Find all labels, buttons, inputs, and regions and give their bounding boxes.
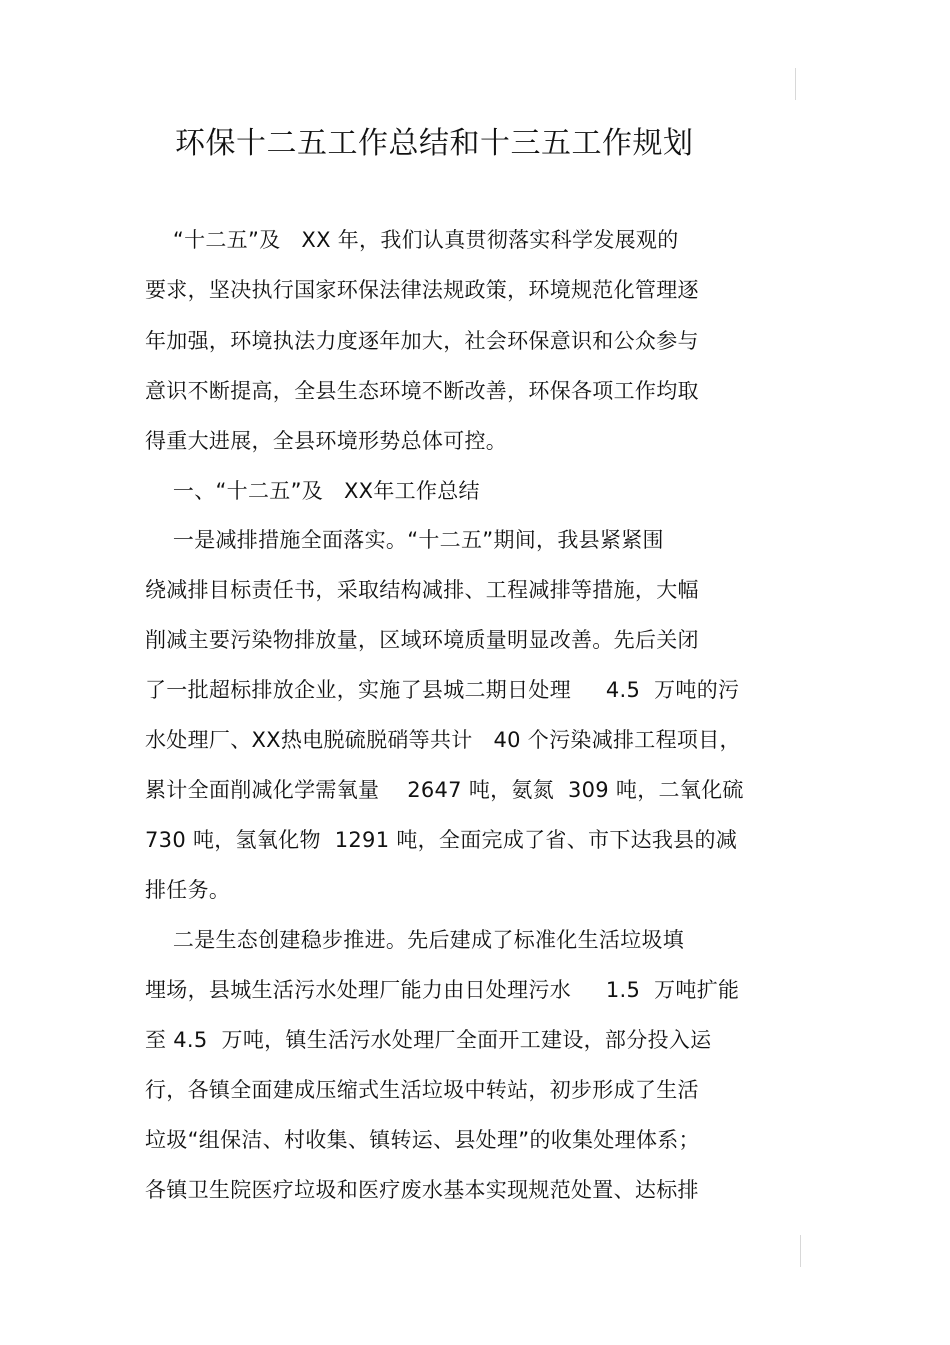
body-line-19: 垃圾“组保洁、村收集、镇转运、县处理”的收集处理体系；: [145, 1128, 700, 1152]
body-line-18: 行，各镇全面建成压缩式生活垃圾中转站，初步形成了生活: [145, 1078, 699, 1102]
body-line-13: 730 吨，氢氧化物 1291 吨，全面完成了省、市下达我县的减: [145, 828, 738, 852]
body-line-9: 削减主要污染物排放量，区域环境质量明显改善。先后关闭: [145, 628, 699, 652]
body-line-17: 至 4.5 万吨，镇生活污水处理厂全面开工建设，部分投入运: [145, 1028, 712, 1052]
body-line-12: 累计全面削减化学需氧量 2647 吨，氨氮 309 吨，二氧化硫: [145, 778, 744, 802]
body-line-10: 了一批超标排放企业，实施了县城二期日处理 4.5 万吨的污: [145, 678, 740, 702]
body-line-5: 得重大进展，全县环境形势总体可控。: [145, 429, 508, 453]
body-line-11: 水处理厂、XX热电脱硫脱硝等共计 40 个污染减排工程项目，: [145, 728, 741, 752]
body-line-20: 各镇卫生院医疗垃圾和医疗废水基本实现规范处置、达标排: [145, 1178, 699, 1202]
body-line-14: 排任务。: [145, 878, 231, 902]
body-line-8: 绕减排目标责任书，采取结构减排、工程减排等措施，大幅: [145, 578, 699, 602]
document-title: 环保十二五工作总结和十三五工作规划: [175, 126, 694, 161]
body-line-16: 埋场，县城生活污水处理厂能力由日处理污水 1.5 万吨扩能: [145, 978, 740, 1002]
body-line-7: 一是减排措施全面落实。“十二五”期间，我县紧紧围: [145, 528, 664, 552]
section-heading: 一、“十二五”及 XX年工作总结: [145, 479, 480, 503]
page-corner-mark-top: [795, 68, 796, 100]
body-line-2: 要求，坚决执行国家环保法律法规政策，环境规范化管理逐: [145, 278, 699, 302]
body-line-1: “十二五”及 XX 年，我们认真贯彻落实科学发展观的: [145, 228, 679, 252]
body-line-15: 二是生态创建稳步推进。先后建成了标准化生活垃圾填: [145, 928, 685, 952]
body-line-4: 意识不断提高，全县生态环境不断改善，环保各项工作均取: [145, 379, 699, 403]
body-line-3: 年加强，环境执法力度逐年加大，社会环保意识和公众参与: [145, 329, 699, 353]
page-corner-mark-bottom: [800, 1235, 801, 1267]
